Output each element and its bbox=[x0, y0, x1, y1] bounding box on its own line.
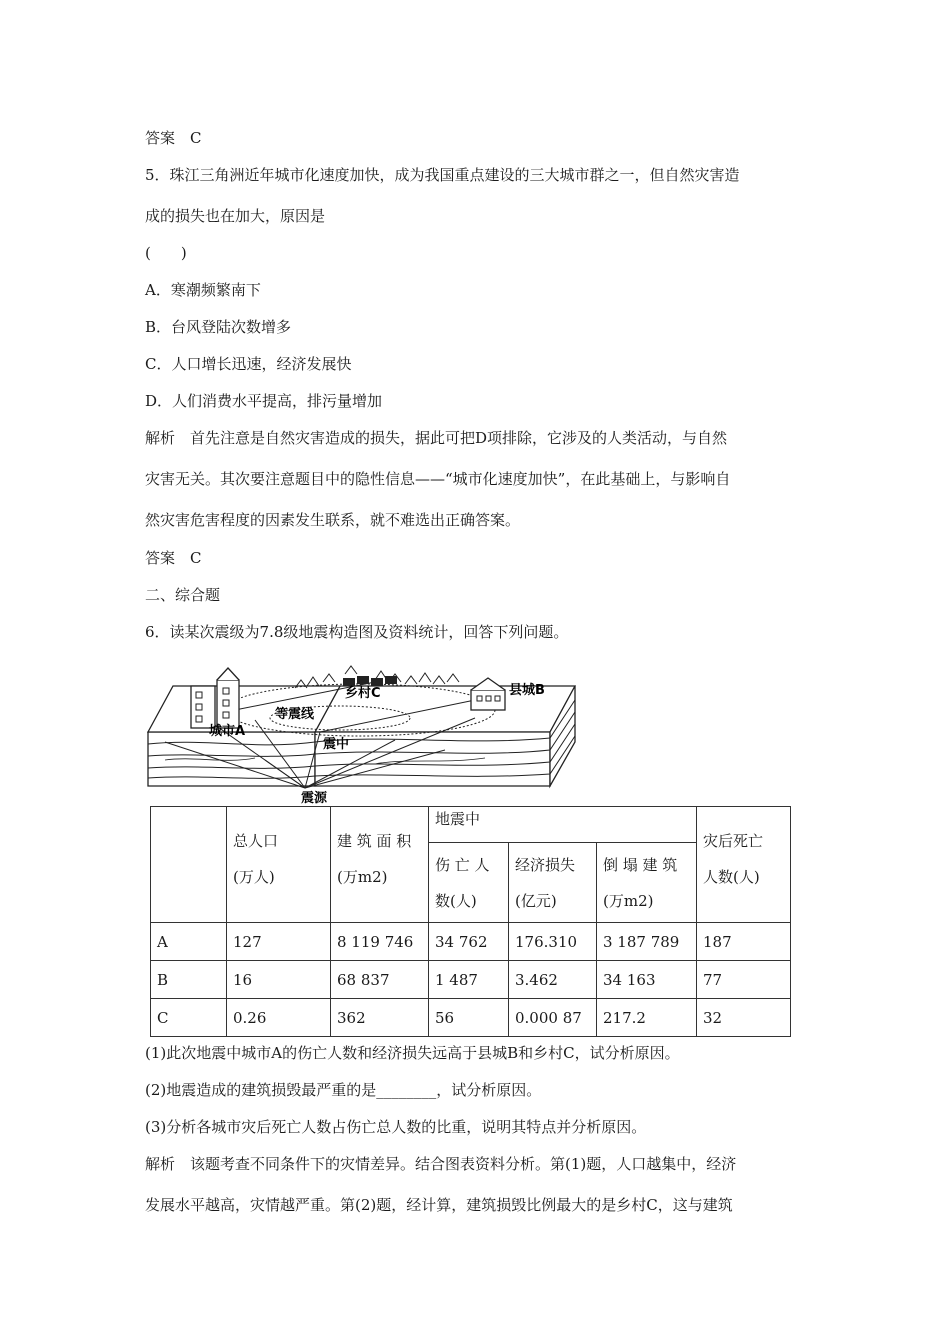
header-population: 总人口 (万人) bbox=[227, 807, 331, 923]
city-a-label: 城市A bbox=[209, 724, 246, 739]
county-b-label: 县城B bbox=[509, 683, 545, 698]
question-6-stem: 6．读某次震级为7.8级地震构造图及资料统计，回答下列问题。 bbox=[145, 623, 569, 641]
header-economic-loss: 经济损失 (亿元) bbox=[509, 843, 597, 923]
village-c-label: 乡村C bbox=[345, 686, 381, 701]
earthquake-diagram bbox=[145, 660, 585, 808]
sub-question-3: (3)分析各城市灾后死亡人数占伤亡总人数的比重，说明其特点并分析原因。 bbox=[145, 1118, 647, 1136]
table-cell: 16 bbox=[227, 961, 331, 999]
table-cell: C bbox=[151, 999, 227, 1037]
table-cell: 0.26 bbox=[227, 999, 331, 1037]
answer-line: 答案 C bbox=[145, 549, 202, 567]
header-collapsed: 倒 塌 建 筑 (万m2) bbox=[597, 843, 697, 923]
table-row bbox=[151, 961, 791, 999]
analysis-line: 灾害无关。其次要注意题目中的隐性信息——“城市化速度加快”，在此基础上，与影响自 bbox=[145, 470, 731, 488]
option-a: A．寒潮频繁南下 bbox=[145, 281, 261, 299]
table-row bbox=[151, 999, 791, 1037]
table-cell: 3.462 bbox=[509, 961, 597, 999]
header-casualties: 伤 亡 人 数(人) bbox=[429, 843, 509, 923]
option-b: B．台风登陆次数增多 bbox=[145, 318, 292, 336]
answer-bracket: ( ) bbox=[145, 244, 187, 262]
table-cell: 0.000 87 bbox=[509, 999, 597, 1037]
option-c: C．人口增长迅速，经济发展快 bbox=[145, 355, 352, 373]
table-cell: 217.2 bbox=[597, 999, 697, 1037]
answer-line: 答案 C bbox=[145, 129, 202, 147]
table-cell: 34 163 bbox=[597, 961, 697, 999]
table-corner-cell bbox=[151, 807, 227, 923]
sub-question-2: (2)地震造成的建筑损毁最严重的是________，试分析原因。 bbox=[145, 1081, 542, 1099]
table-cell: A bbox=[151, 923, 227, 961]
table-cell: 362 bbox=[331, 999, 429, 1037]
table-cell: B bbox=[151, 961, 227, 999]
question-5-stem: 5．珠江三角洲近年城市化速度加快，成为我国重点建设的三大城市群之一，但自然灾害造 bbox=[145, 166, 740, 184]
table-cell: 176.310 bbox=[509, 923, 597, 961]
analysis-line: 解析 该题考查不同条件下的灾情差异。结合图表资料分析。第(1)题，人口越集中，经济 bbox=[145, 1155, 737, 1173]
header-during-quake: 地震中 bbox=[429, 807, 697, 843]
epicenter-label: 震中 bbox=[323, 737, 350, 752]
question-5-stem-cont: 成的损失也在加大，原因是 bbox=[145, 207, 326, 225]
table-cell: 8 119 746 bbox=[331, 923, 429, 961]
sub-question-1: (1)此次地震中城市A的伤亡人数和经济损失远高于县城B和乡村C，试分析原因。 bbox=[145, 1044, 680, 1062]
table-cell: 56 bbox=[429, 999, 509, 1037]
table-cell: 187 bbox=[697, 923, 791, 961]
focus-label: 震源 bbox=[301, 791, 328, 806]
table-row bbox=[151, 923, 791, 961]
table-cell: 127 bbox=[227, 923, 331, 961]
table-cell: 68 837 bbox=[331, 961, 429, 999]
table-cell: 34 762 bbox=[429, 923, 509, 961]
section-heading: 二、综合题 bbox=[145, 586, 221, 604]
analysis-line: 发展水平越高，灾情越严重。第(2)题，经计算，建筑损毁比例最大的是乡村C，这与建筑 bbox=[145, 1196, 733, 1214]
table-cell: 3 187 789 bbox=[597, 923, 697, 961]
option-d: D．人们消费水平提高，排污量增加 bbox=[145, 392, 383, 410]
table-cell: 1 487 bbox=[429, 961, 509, 999]
analysis-line: 解析 首先注意是自然灾害造成的损失，据此可把D项排除，它涉及的人类活动，与自然 bbox=[145, 429, 728, 447]
table-cell: 32 bbox=[697, 999, 791, 1037]
analysis-line: 然灾害危害程度的因素发生联系，就不难选出正确答案。 bbox=[145, 511, 521, 529]
header-building-area: 建 筑 面 积 (万m2) bbox=[331, 807, 429, 923]
header-post-deaths: 灾后死亡 人数(人) bbox=[697, 807, 791, 923]
table-cell: 77 bbox=[697, 961, 791, 999]
isoseismal-label: 等震线 bbox=[275, 707, 315, 722]
earthquake-stats-table bbox=[150, 806, 791, 1037]
